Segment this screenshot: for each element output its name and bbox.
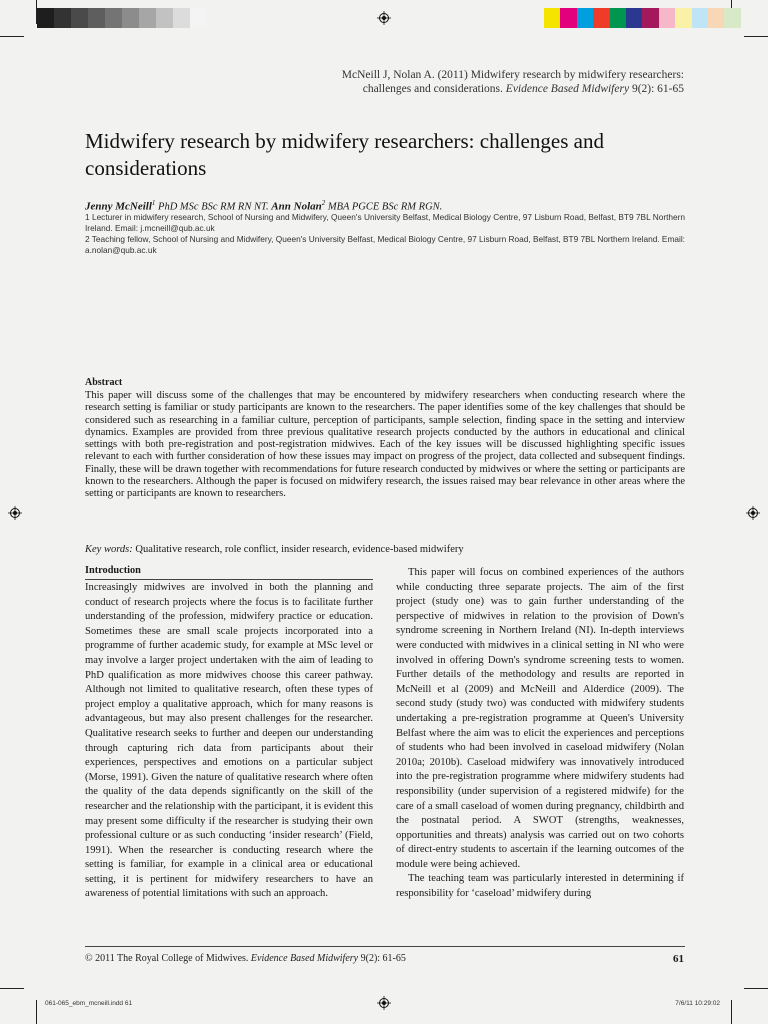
color-calibration-bar	[544, 8, 741, 28]
page-number: 61	[673, 953, 684, 965]
gray-swatch	[54, 8, 71, 28]
color-swatch	[577, 8, 593, 28]
color-swatch	[544, 8, 560, 28]
registration-mark-icon	[746, 506, 760, 520]
citation-line-1: McNeill J, Nolan A. (2011) Midwifery research by midwifery researchers:	[341, 69, 684, 81]
author-1-qualifications: PhD MSc BSc RM RN NT.	[155, 201, 272, 213]
registration-mark-icon	[377, 996, 391, 1010]
gray-swatch	[88, 8, 105, 28]
slug-date: 7/6/11 10:29:02	[675, 1000, 720, 1007]
citation-line-2	[264, 82, 684, 96]
affiliation-1: 1 Lecturer in midwifery research, School of Nursing and Midwifery, Queen's University Belfast, Medical Biology Centre, 97 Lisburn Road, Belfast, BT9 7BL Northern Ireland. Email: j.mcneill@qub.ac.uk	[85, 212, 685, 233]
color-swatch	[675, 8, 691, 28]
author-2-name: Ann Nolan	[271, 200, 322, 213]
gray-swatch	[173, 8, 190, 28]
citation-volume: 9(2): 61-65	[629, 83, 684, 95]
author-2-superscript: 2	[321, 199, 326, 207]
gray-swatch	[71, 8, 88, 28]
crop-mark	[0, 36, 24, 37]
key-words-label: Key words:	[85, 544, 133, 555]
color-swatch	[692, 8, 708, 28]
grayscale-calibration-bar	[37, 8, 207, 28]
right-column	[396, 566, 684, 902]
right-column-paragraph-2: The teaching team was particularly interested in determining if responsibility for ‘caseload’ midwifery during	[396, 873, 684, 900]
gray-swatch	[190, 8, 207, 28]
color-swatch	[724, 8, 740, 28]
gray-swatch	[122, 8, 139, 28]
author-2-qualifications: MBA PGCE BSc RM RGN.	[325, 201, 443, 213]
right-column-paragraph-1: This paper will focus on combined experiences of the authors while conducting three separate projects. The aim of the first project (study one) was to gain further understanding of the perspective of midwives in relation to the provision of Down's syndrome screening in Northern Ireland (NI). In-depth interviews were conducted with midwives in a clinical setting in NI who were involved in offering Down's syndrome screening tests to women. Further details of the methodology and results are reported in McNeill et al (2009) and McNeill and Alderdice (2009). The second study (study two) was conducted with midwifery students undertaking a pre-registration programme at Queen's University Belfast where the aim was to elicit the experiences and perceptions of students who had been involved in caseload midwifery (Nolan 2010a; 2010b). Caseload midwifery was innovatively introduced into the pre-registration programme where midwifery students had responsibility (under supervision of a registered midwife) for the care of a small caseload of women during pregnancy, childbirth and the postnatal period. A SWOT (strengths, weaknesses, opportunities and threats) analysis was carried out on two cohorts of direct-entry students to ascertain if the learning outcomes of the module were being achieved.	[396, 567, 684, 870]
registration-mark-icon	[8, 506, 22, 520]
citation-header	[264, 68, 684, 96]
gray-swatch	[37, 8, 54, 28]
crop-mark	[36, 1000, 37, 1024]
key-words	[85, 543, 685, 556]
color-swatch	[642, 8, 658, 28]
registration-mark-icon	[377, 11, 391, 25]
author-1-superscript: 1	[151, 199, 156, 207]
footer-volume: 9(2): 61-65	[358, 953, 406, 964]
introduction-paragraph: Increasingly midwives are involved in both the planning and conduct of research projects where the focus is to facilitate further understanding of the profession, midwifery practice or education. Sometimes these are small scale projects incorporated into a programme of further academic study, for example at MSc level or may involve a larger project undertaken with the aim of leading to PhD qualification as more midwives choose this career pathway. Although not limited to qualitative research, often these types of project employ a qualitative approach, which for many reasons is advantageous, but may also present challenges for the researcher. Qualitative research seeks to further and deepen our understanding through capturing rich data from participants about their experiences, perspectives and emotions on a particular subject (Morse, 1991). Given the nature of qualitative research where often the quality of the data depends significantly on the skill of the researcher and the relationship with the participant, it is evident this may present some difficulty if the researcher is studying their own professional culture or as such conducting ‘insider research’ (Field, 1991). When the researcher is conducting research where the setting is familiar, for example in a clinical area or educational setting, it is pertinent for midwifery researchers to have an awareness of potential limitations with such an approach.	[85, 582, 373, 900]
citation-text: challenges and considerations.	[362, 83, 506, 95]
color-swatch	[610, 8, 626, 28]
color-swatch	[659, 8, 675, 28]
crop-mark	[744, 36, 768, 37]
color-swatch	[626, 8, 642, 28]
color-swatch	[708, 8, 724, 28]
footer-copyright	[85, 953, 406, 964]
author-1-name: Jenny McNeill	[85, 200, 152, 213]
left-column	[85, 565, 373, 902]
citation-journal: Evidence Based Midwifery	[505, 83, 630, 95]
color-swatch	[560, 8, 576, 28]
gray-swatch	[156, 8, 173, 28]
affiliation-2: 2 Teaching fellow, School of Nursing and Midwifery, Queen's University Belfast, Medical Biology Centre, 97 Lisburn Road, Belfast, BT9 7BL Northern Ireland. Email: a.nolan@qub.ac.uk	[85, 234, 685, 255]
gray-swatch	[105, 8, 122, 28]
color-swatch	[593, 8, 609, 28]
abstract-body: This paper will discuss some of the challenges that may be encountered by midwifery researchers when conducting research where the research setting is familiar or study participants are known to the researchers. The paper identifies some of the key challenges that should be considered such as researching in a familiar culture, perception of participants, sample selection, finding space in the setting and interview dynamics. Examples are provided from three previous qualitative research projects conducted by the authors in educational and clinical settings with both pre-registration and post-registration midwives. Each of the key issues will be discussed highlighting specific issues relevant to each with further consideration of how these issues may impact on progress of the project, data collected and subsequent findings. Finally, these will be drawn together with recommendations for future research conducted by midwives or where the setting or participants are known to the researchers. Although the paper is focused on midwifery research, the issues raised may bear relevance in other areas where the setting or participants are known to researchers.	[85, 390, 685, 500]
abstract-heading: Abstract	[85, 377, 123, 388]
crop-mark	[744, 988, 768, 989]
article-title: Midwifery research by midwifery researchers: challenges and considerations	[85, 129, 604, 180]
gray-swatch	[139, 8, 156, 28]
crop-mark	[0, 988, 24, 989]
footer-journal: Evidence Based Midwifery	[250, 953, 359, 964]
introduction-heading: Introduction	[85, 565, 373, 580]
crop-mark	[731, 1000, 732, 1024]
footer-copyright-text: © 2011 The Royal College of Midwives.	[85, 953, 251, 964]
key-words-text: Qualitative research, role conflict, insider research, evidence-based midwifery	[132, 544, 464, 555]
footer-divider	[85, 946, 685, 947]
slug-file: 061-065_ebm_mcneill.indd 61	[45, 1000, 133, 1007]
